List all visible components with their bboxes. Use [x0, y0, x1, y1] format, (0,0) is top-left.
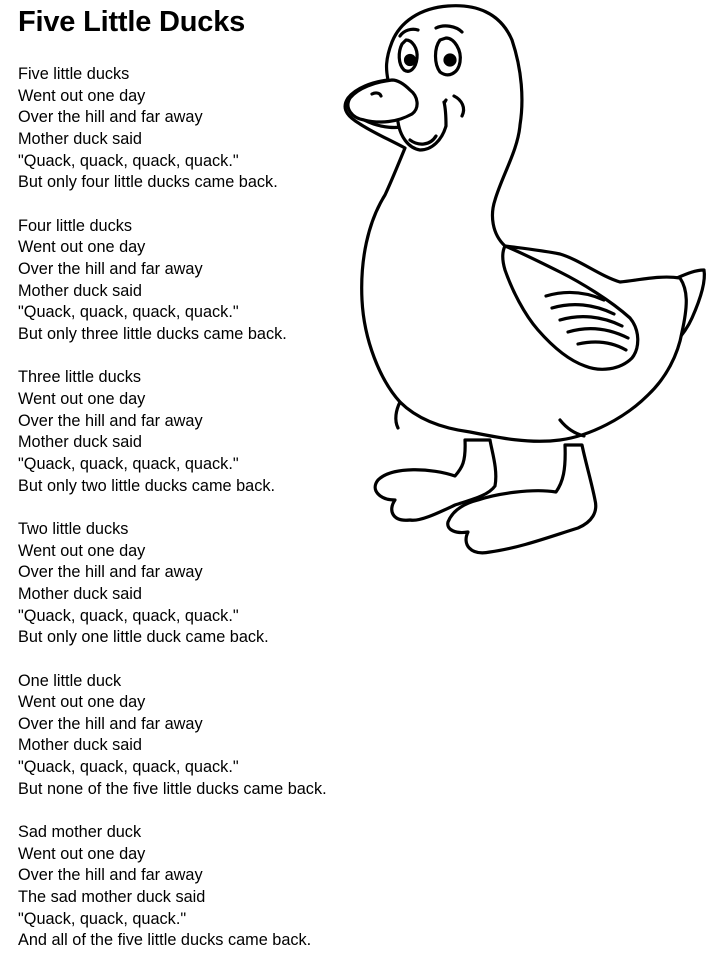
lyric-line: Three little ducks	[18, 368, 142, 387]
lyric-line: Mother duck said	[18, 281, 142, 300]
lyric-line: Went out one day	[18, 541, 146, 560]
stanza-4	[18, 519, 378, 649]
page-title: Five Little Ducks	[18, 6, 246, 38]
lyric-line: Over the hill and far away	[18, 714, 203, 733]
stanza-1	[18, 64, 378, 194]
stanza-6	[18, 822, 378, 952]
lyric-line: "Quack, quack, quack, quack."	[18, 303, 239, 322]
lyric-line: Went out one day	[18, 844, 146, 863]
stanza-5	[18, 671, 378, 801]
lyric-line: Mother duck said	[18, 433, 142, 452]
lyric-line: Went out one day	[18, 86, 146, 105]
lyric-line: Four little ducks	[18, 216, 133, 235]
lyric-line: Went out one day	[18, 693, 146, 712]
lyric-line: Two little ducks	[18, 519, 129, 538]
lyric-line: "Quack, quack, quack, quack."	[18, 606, 239, 625]
lyric-line: Over the hill and far away	[18, 411, 203, 430]
lyric-line: Mother duck said	[18, 584, 142, 603]
lyric-line: The sad mother duck said	[18, 888, 206, 907]
stanza-2	[18, 216, 378, 346]
lyric-line: And all of the five little ducks came back.	[18, 931, 312, 950]
lyric-line: Mother duck said	[18, 129, 142, 148]
lyric-line: Went out one day	[18, 238, 146, 257]
lyric-line: "Quack, quack, quack."	[18, 909, 187, 928]
lyrics	[18, 64, 378, 974]
lyric-line: Over the hill and far away	[18, 259, 203, 278]
lyric-line: Over the hill and far away	[18, 108, 203, 127]
lyric-line: But none of the five little ducks came back.	[18, 779, 327, 798]
lyric-line: One little duck	[18, 671, 122, 690]
lyric-line: "Quack, quack, quack, quack."	[18, 758, 239, 777]
lyric-line: Over the hill and far away	[18, 866, 203, 885]
lyric-line: Sad mother duck	[18, 823, 142, 842]
lyric-line: But only three little ducks came back.	[18, 324, 287, 343]
lyric-line: But only one little duck came back.	[18, 628, 269, 647]
lyric-line: "Quack, quack, quack, quack."	[18, 454, 239, 473]
stanza-3	[18, 367, 378, 497]
lyric-line: But only four little ducks came back.	[18, 173, 278, 192]
lyric-line: "Quack, quack, quack, quack."	[18, 151, 239, 170]
lyric-line: Went out one day	[18, 389, 146, 408]
lyric-line: Mother duck said	[18, 736, 142, 755]
duck-illustration-icon	[330, 0, 718, 570]
lyric-line: Over the hill and far away	[18, 563, 203, 582]
lyric-line: But only two little ducks came back.	[18, 476, 275, 495]
lyric-line: Five little ducks	[18, 65, 130, 83]
